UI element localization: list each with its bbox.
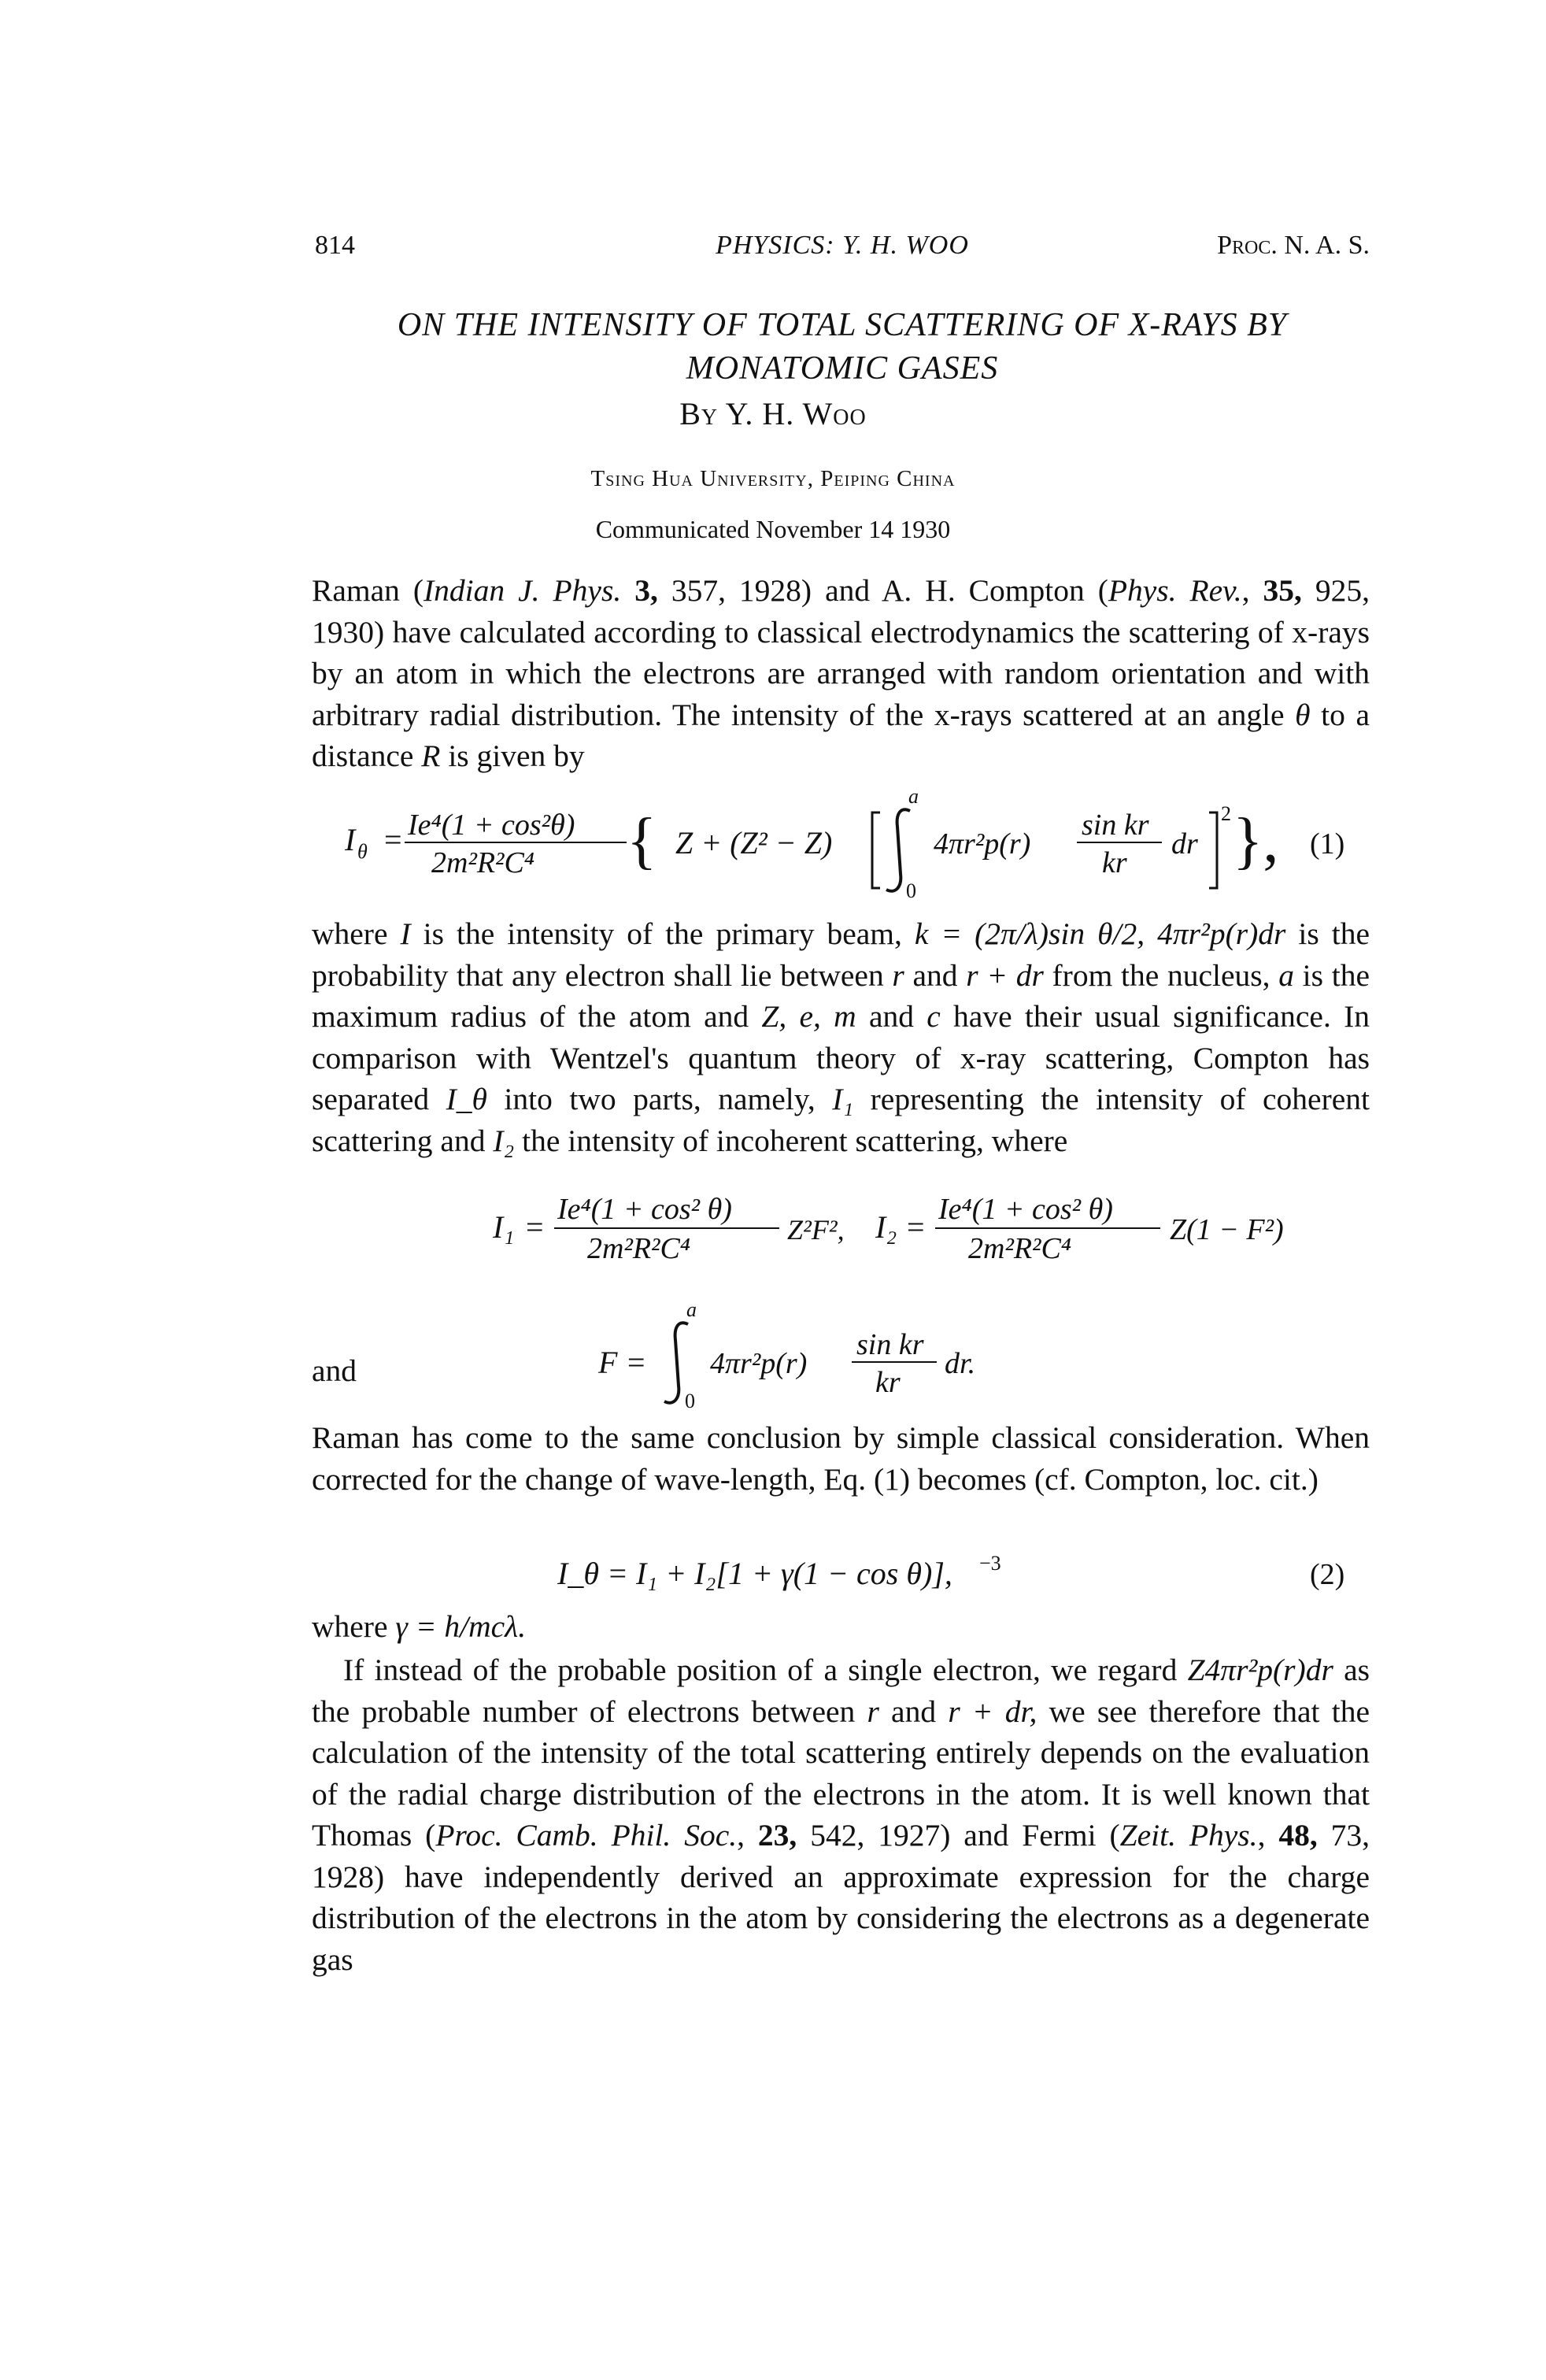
equation-2-svg [312,1545,1370,1600]
F-dr: dr. [945,1347,976,1380]
I2-rhs: Z(1 − F²) [1170,1213,1284,1246]
eq2-number: (2) [1310,1558,1345,1591]
I2-equals: = [907,1209,925,1245]
eq1-dr: dr [1171,827,1198,861]
paragraph-raman: Raman has come to the same conclusion by simple classical consideration. When corrected for the change of wave-length, Eq. (1) becomes (cf. Compton, loc. cit.) [312,1420,1370,1497]
equation-I1-I2 [312,1173,1370,1275]
paragraph-thomas-fermi: If instead of the probable position of a single electron, we regard Z4πr²p(r)dr as the probable number of electrons between r and r + dr, we see therefore that the calculation of the intensity of the total scattering entirely depends on the evaluation of the radial charge distribution of the electrons in the atom. It is well known that Thomas (Proc. Camb. Phil. Soc., 23, 542, 1927) and Fermi (Zeit. Phys., 48, 73, 1928) have independently derived an approximate expression for the charge distribution of the electrons in the atom by considering the electrons as a degenerate gas [312,1653,1370,1977]
eq1-sin-den: kr [1102,846,1127,879]
F-integrand: 4πr²p(r) [710,1347,808,1380]
eq1-power: 2 [1221,802,1231,825]
eq1-numerator: Ie⁴(1 + cos²θ) [408,809,575,842]
eq1-number: (1) [1310,827,1345,861]
eq1-lhs-sub: θ [357,840,368,863]
eq1-brace-close: }, [1233,806,1279,875]
I1-denominator: 2m²R²C⁴ [587,1232,690,1265]
eq1-denominator: 2m²R²C⁴ [431,846,534,879]
eq1-brace-open: { [627,806,657,875]
paragraph-intro: Raman (Indian J. Phys. 3, 357, 1928) and A. H. Compton (Phys. Rev., 35, 925, 1930) have calculated according to classical electrodynamics the scattering of x-rays by an atom in which the electrons are arranged with random orientation and with arbitrary radial distribution. The intensity of the x-rays scattered at an angle θ to a distance R is given by [312,573,1370,773]
I2-denominator: 2m²R²C⁴ [968,1232,1071,1265]
title-line: ON THE INTENSITY OF TOTAL SCATTERING OF X-RAYS BY [397,307,1288,343]
affiliation: Tsing Hua University, Peiping China [590,466,956,491]
eq1-left-bracket [872,812,880,888]
eq1-lhs: I [345,822,356,857]
eq1-term1: Z + (Z² − Z) [675,825,833,861]
communicated-date: Communicated November 14 1930 [595,515,951,543]
eq2-expr: I_θ = I₁ + I₂[1 + γ(1 − cos θ)], [557,1556,952,1591]
journal-abbrev: Proc. N. A. S. [1217,231,1370,260]
eq1-right-bracket [1209,812,1217,888]
I2-numerator: Ie⁴(1 + cos² θ) [938,1193,1113,1226]
I1-lhs: I₁ [493,1209,515,1245]
F-upper-limit: a [686,1298,697,1321]
eq2-exponent: −3 [979,1552,1001,1575]
equation-F [312,1283,1370,1412]
equation-I1-I2-svg [312,1173,1370,1275]
running-head [315,231,1370,270]
and-label: and [312,1353,357,1388]
page-number: 814 [315,231,355,260]
I1-numerator: Ie⁴(1 + cos² θ) [557,1193,732,1226]
eq1-lower-limit: 0 [906,879,916,902]
author-byline: By Y. H. Woo [679,396,867,431]
equation-1-svg [312,779,1370,905]
eq1-sin-num: sin kr [1082,809,1149,842]
running-head-title: PHYSICS: Y. H. WOO [716,231,969,260]
equation-F-svg [312,1283,1370,1412]
F-sin-den: kr [875,1366,901,1399]
I2-lhs: I₂ [875,1209,897,1245]
F-lower-limit: 0 [685,1390,695,1412]
gamma-definition: where γ = h/mcλ. [312,1609,527,1644]
F-lhs: F = [598,1345,647,1380]
eq1-integrand: 4πr²p(r) [934,827,1031,861]
I1-rhs: Z²F², [787,1214,845,1246]
eq1-equals: = [384,822,402,857]
equation-2 [312,1545,1370,1600]
paragraph-definitions: where I is the intensity of the primary beam, k = (2π/λ)sin θ/2, 4πr²p(r)dr is the probability that any electron shall lie between r and r + dr from the nucleus, a is the maximum radius of the atom and Z, e, m and c have their usual significance. In comparison with Wentzel's quantum theory of x-ray scattering, Compton has separated I_θ into two parts, namely, I₁ representing the intensity of coherent scattering and I₂ the intensity of incoherent scattering, where [312,916,1370,1158]
F-sin-num: sin kr [856,1328,924,1361]
I1-equals: = [526,1209,544,1245]
equation-1 [312,779,1370,905]
article-title [260,304,1425,390]
title-line: MONATOMIC GASES [686,350,999,387]
eq1-upper-limit: a [908,785,919,808]
